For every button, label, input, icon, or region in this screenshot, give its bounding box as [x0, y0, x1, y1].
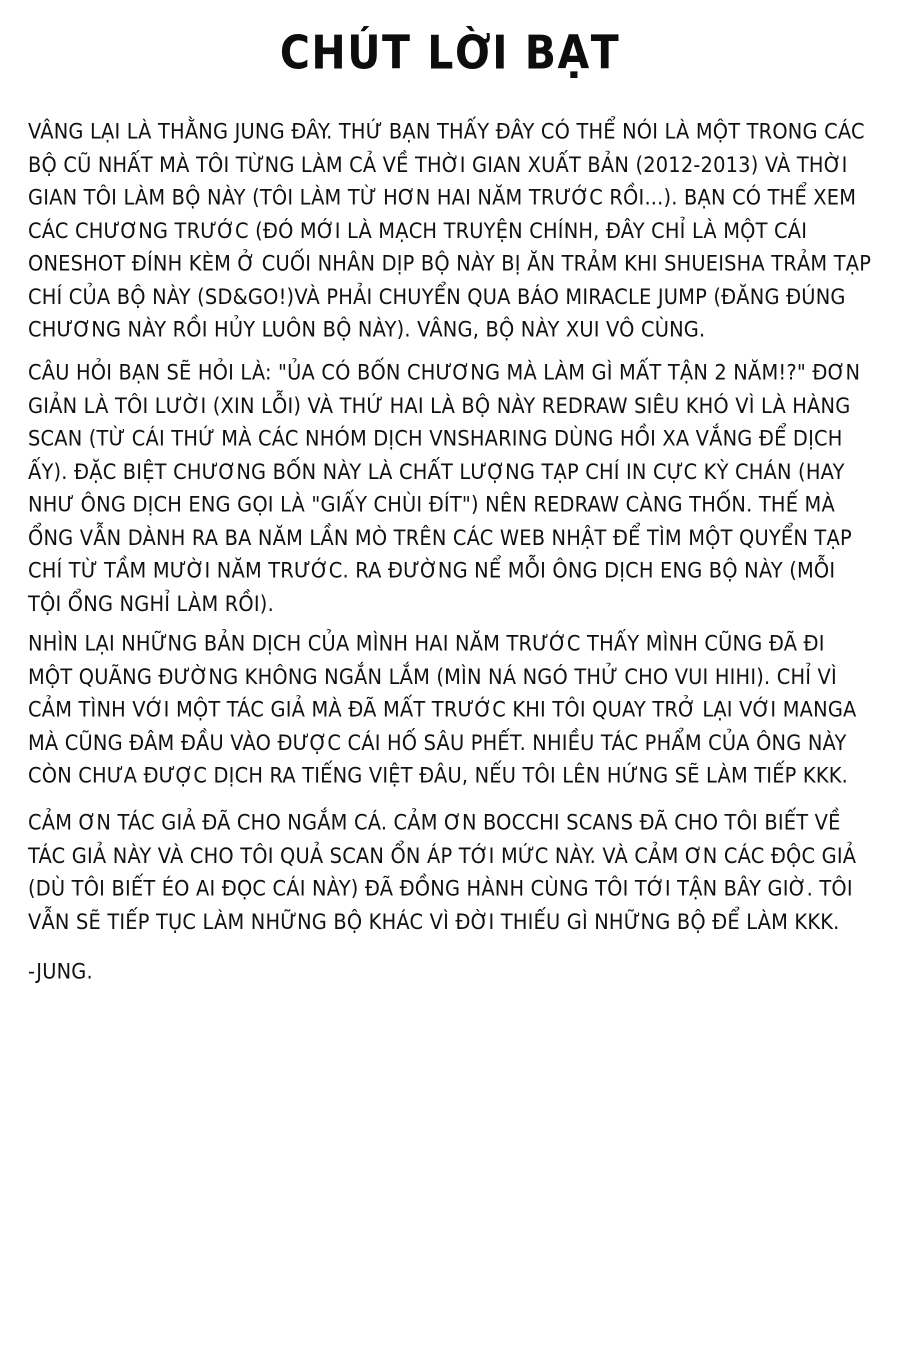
afterword-page — [0, 26, 900, 1371]
paragraph-3: NHÌN LẠI NHỮNG BẢN DỊCH CỦA MÌNH HAI NĂM TRƯỚC THẤY MÌNH CŨNG ĐÃ ĐI MỘT QUÃNG ĐƯỜNG KHÔNG NGẮN LẮM (MÌN NÁ NGÓ THỬ CHO VUI HIHI). CHỈ VÌ CẢM TÌNH VỚI MỘT TÁC GIẢ MÀ ĐÃ MẤT TRƯỚC KHI TÔI QUAY TRỞ LẠI VỚI MANGA MÀ CŨNG ĐÂM ĐẦU VÀO ĐƯỢC CÁI HỐ SÂU PHẾT. NHIỀU TÁC PHẨM CỦA ÔNG NÀY CÒN CHƯA ĐƯỢC DỊCH RA TIẾNG VIỆT ĐÂU, NẾU TÔI LÊN HỨNG SẼ LÀM TIẾP KKK. — [28, 630, 863, 788]
paragraph-1: VÂNG LẠI LÀ THẰNG JUNG ĐÂY. THỨ BẠN THẤY ĐÂY CÓ THỂ NÓI LÀ MỘT TRONG CÁC BỘ CŨ NHẤT MÀ TÔI TỪNG LÀM CẢ VỀ THỜI GIAN XUẤT BẢN (2012-2013) VÀ THỜI GIAN TÔI LÀM BỘ NÀY (TÔI LÀM TỪ HƠN HAI NĂM TRƯỚC RỒI...). BẠN CÓ THỂ XEM CÁC CHƯƠNG TRƯỚC (ĐÓ MỚI LÀ MẠCH TRUYỆN CHÍNH, ĐÂY CHỈ LÀ MỘT CÁI ONESHOT ĐÍNH KÈM Ở CUỐI NHÂN DỊP BỘ NÀY BỊ ĂN TRẢM KHI SHUEISHA TRẢM TẠP CHÍ CỦA BỘ NÀY (SD&GO!)VÀ PHẢI CHUYỂN QUA BÁO MIRACLE JUMP (ĐĂNG ĐÚNG CHƯƠNG NÀY RỒI HỦY LUÔN BỘ NÀY). VÂNG, BỘ NÀY XUI VÔ CÙNG. — [28, 119, 878, 342]
paragraph-2: CÂU HỎI BẠN SẼ HỎI LÀ: "ỦA CÓ BỐN CHƯƠNG MÀ LÀM GÌ MẤT TẬN 2 NĂM!?" ĐƠN GIẢN LÀ TÔI LƯỜI (XIN LỖI) VÀ THỨ HAI LÀ BỘ NÀY REDRAW SIÊU KHÓ VÌ LÀ HÀNG SCAN (TỪ CÁI THỨ MÀ CÁC NHÓM DỊCH VNSHARING DÙNG HỒI XA VẮNG ĐỂ DỊCH ẤY). ĐẶC BIỆT CHƯƠNG BỐN NÀY LÀ CHẤT LƯỢNG TẠP CHÍ IN CỰC KỲ CHÁN (HAY NHƯ ÔNG DỊCH ENG GỌI LÀ "GIẤY CHÙI ĐÍT") NÊN REDRAW CÀNG THỐN. THẾ MÀ ỔNG VẪN DÀNH RA BA NĂM LẦN MÒ TRÊN CÁC WEB NHẬT ĐỂ TÌM MỘT QUYỂN TẠP CHÍ TỪ TẦM MƯỜI NĂM TRƯỚC. RA ĐƯỜNG NỂ MỖI ÔNG DỊCH ENG BỘ NÀY (MỖI TỘI ỔNG NGHỈ LÀM RỒI). — [28, 359, 867, 616]
paragraph-4: CẢM ƠN TÁC GIẢ ĐÃ CHO NGẮM CÁ. CẢM ƠN BOCCHI SCANS ĐÃ CHO TÔI BIẾT VỀ TÁC GIẢ NÀY VÀ CHO TÔI QUẢ SCAN ỔN ÁP TỚI MỨC NÀY. VÀ CẢM ƠN CÁC ĐỘC GIẢ (DÙ TÔI BIẾT ÉO AI ĐỌC CÁI NÀY) ĐÃ ĐỒNG HÀNH CÙNG TÔI TỚI TẬN BÂY GIỜ. TÔI VẪN SẼ TIẾP TỤC LÀM NHỮNG BỘ KHÁC VÌ ĐỜI THIẾU GÌ NHỮNG BỘ ĐỂ LÀM KKK. — [28, 810, 863, 934]
signature: -JUNG. — [28, 959, 93, 985]
page-title: CHÚT LỜI BẠT — [279, 26, 621, 80]
afterword-body — [0, 116, 900, 987]
